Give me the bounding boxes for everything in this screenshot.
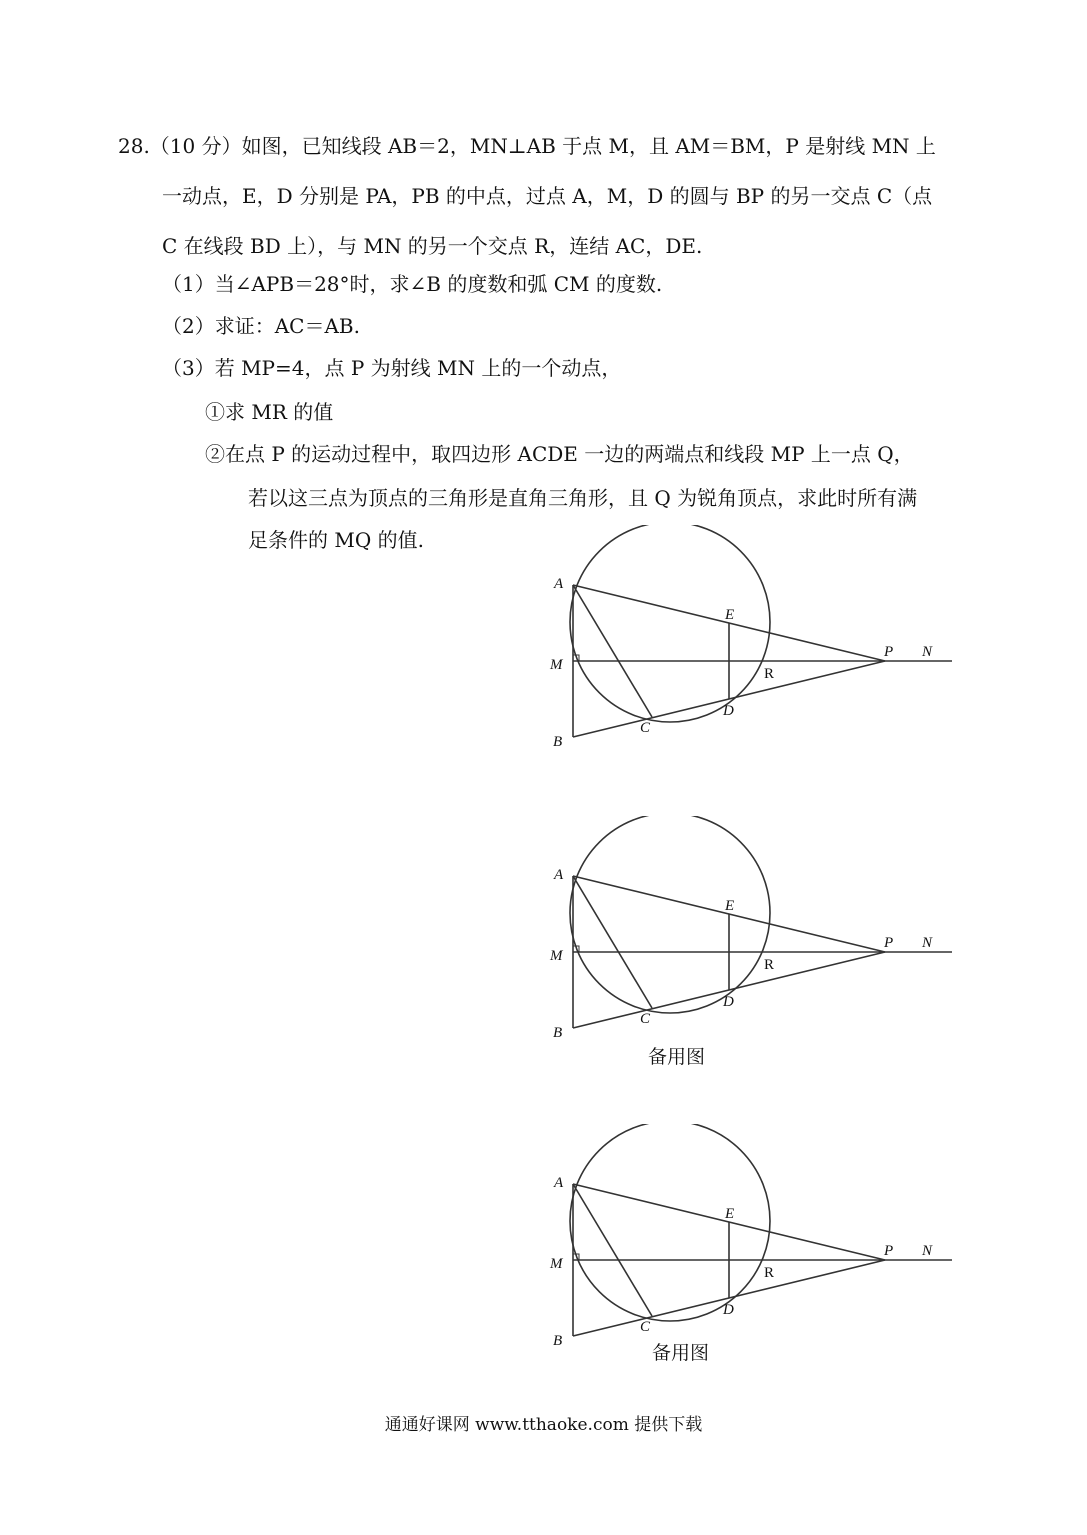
segment-ac: [573, 876, 652, 1008]
problem-line-1: 28.（10 分）如图，已知线段 AB＝2，MN⊥AB 于点 M，且 AM＝BM，P 是射线 MN 上: [118, 134, 936, 158]
label-p: P: [884, 644, 894, 660]
question-2: （2）求证：AC＝AB.: [162, 314, 360, 338]
geometry-figure-main: [540, 525, 960, 765]
label-r: R: [764, 957, 775, 973]
label-a: A: [554, 576, 564, 592]
label-d: D: [723, 703, 734, 719]
label-b: B: [553, 1333, 563, 1349]
label-m: M: [550, 948, 563, 964]
question-3b-line-3: 足条件的 MQ 的值.: [248, 528, 424, 552]
label-n: N: [922, 935, 933, 951]
geometry-figure-spare-1: [540, 816, 960, 1056]
question-3b-line-1: ②在点 P 的运动过程中，取四边形 ACDE 一边的两端点和线段 MP 上一点 Q，: [205, 442, 914, 466]
label-p: P: [884, 935, 894, 951]
circle: [570, 525, 770, 722]
label-b: B: [553, 1025, 563, 1041]
problem-line-2: 一动点，E，D 分别是 PA，PB 的中点，过点 A，M，D 的圆与 BP 的另一交点 C（点: [162, 184, 933, 208]
label-n: N: [922, 1243, 933, 1259]
label-m: M: [550, 1256, 563, 1272]
label-r: R: [764, 666, 775, 682]
label-c: C: [640, 1011, 651, 1027]
label-p: P: [884, 1243, 894, 1259]
geometry-figure-spare-2: [540, 1124, 960, 1364]
circle: [570, 816, 770, 1013]
label-d: D: [723, 994, 734, 1010]
problem-line-3: C 在线段 BD 上），与 MN 的另一个交点 R，连结 AC，DE.: [162, 234, 703, 258]
label-c: C: [640, 1319, 651, 1335]
question-3a: ①求 MR 的值: [205, 400, 334, 424]
label-m: M: [550, 657, 563, 673]
segment-ac: [573, 585, 652, 717]
label-e: E: [725, 1206, 735, 1222]
label-d: D: [723, 1302, 734, 1318]
segment-ac: [573, 1184, 652, 1316]
label-b: B: [553, 734, 563, 750]
caption-spare-2: 备用图: [652, 1342, 710, 1364]
label-a: A: [554, 867, 564, 883]
footer-source: 通通好课网 www.tthaoke.com 提供下载: [384, 1415, 703, 1435]
label-a: A: [554, 1175, 564, 1191]
question-3: （3）若 MP=4，点 P 为射线 MN 上的一个动点，: [162, 356, 622, 380]
label-e: E: [725, 607, 735, 623]
label-e: E: [725, 898, 735, 914]
label-n: N: [922, 644, 933, 660]
circle: [570, 1124, 770, 1321]
label-r: R: [764, 1265, 775, 1281]
question-3b-line-2: 若以这三点为顶点的三角形是直角三角形，且 Q 为锐角顶点，求此时所有满: [248, 486, 918, 510]
question-1: （1）当∠APB＝28°时，求∠B 的度数和弧 CM 的度数.: [162, 272, 663, 296]
label-c: C: [640, 720, 651, 736]
caption-spare-1: 备用图: [648, 1046, 706, 1068]
